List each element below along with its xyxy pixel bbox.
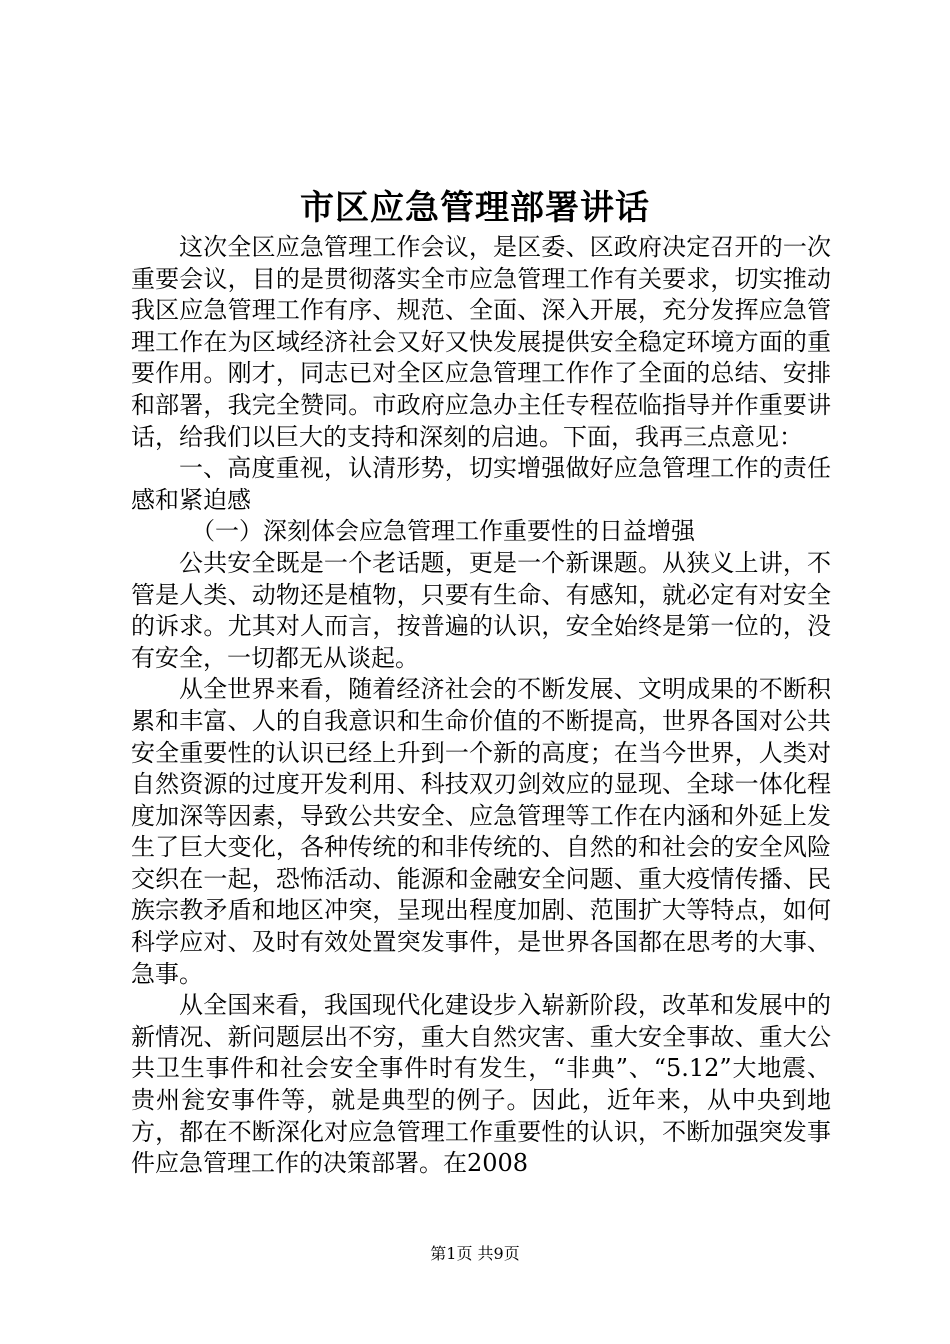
paragraph-world: 从全世界来看，随着经济社会的不断发展、文明成果的不断积累和丰富、人的自我意识和生命价值的不断提高，世界各国对公共安全重要性的认识已经上升到一个新的高度；在当今世界，人类对自然资源的过度开发利用、科技双刃剑效应的显现、全球一体化程度加深等因素，导致公共安全、应急管理等工作在内涵和外延上发生了巨大变化，各种传统的和非传统的、自然的和社会的安全风险交织在一起，恐怖活动、能源和金融安全问题、重大疫情传播、民族宗教矛盾和地区冲突，呈现出程度加剧、范围扩大等特点，如何科学应对、及时有效处置突发事件，是世界各国都在思考的大事、急事。: [131, 675, 831, 988]
page-footer: 第1页 共9页: [430, 1244, 520, 1263]
document-title: 市区应急管理部署讲话: [300, 188, 650, 228]
document-body: [131, 232, 831, 1180]
paragraph-public-safety: 公共安全既是一个老话题，更是一个新课题。从狭义上讲，不管是人类、动物还是植物，只要有生命、有感知，就必定有对安全的诉求。尤其对人而言，按普遍的认识，安全始终是第一位的，没有安全，一切都无从谈起。: [131, 548, 831, 672]
paragraph-national: 从全国来看，我国现代化建设步入崭新阶段，改革和发展中的新情况、新问题层出不穷，重大自然灾害、重大安全事故、重大公共卫生事件和社会安全事件时有发生，“非典”、“5.12”大地震、贵州瓮安事件等，就是典型的例子。因此，近年来，从中央到地方，都在不断深化对应急管理工作重要性的认识，不断加强突发事件应急管理工作的决策部署。在2008: [131, 991, 831, 1178]
subsection-heading-1: （一）深刻体会应急管理工作重要性的日益增强: [191, 517, 695, 546]
paragraph-intro: 这次全区应急管理工作会议，是区委、区政府决定召开的一次重要会议，目的是贯彻落实全市应急管理工作有关要求，切实推动我区应急管理工作有序、规范、全面、深入开展，充分发挥应急管理工作在为区域经济社会又好又快发展提供安全稳定环境方面的重要作用。刚才，同志已对全区应急管理工作作了全面的总结、安排和部署，我完全赞同。市政府应急办主任专程莅临指导并作重要讲话，给我们以巨大的支持和深刻的启迪。下面，我再三点意见：: [131, 233, 831, 451]
section-heading-1: 一、高度重视，认清形势，切实增强做好应急管理工作的责任感和紧迫感: [131, 454, 831, 514]
